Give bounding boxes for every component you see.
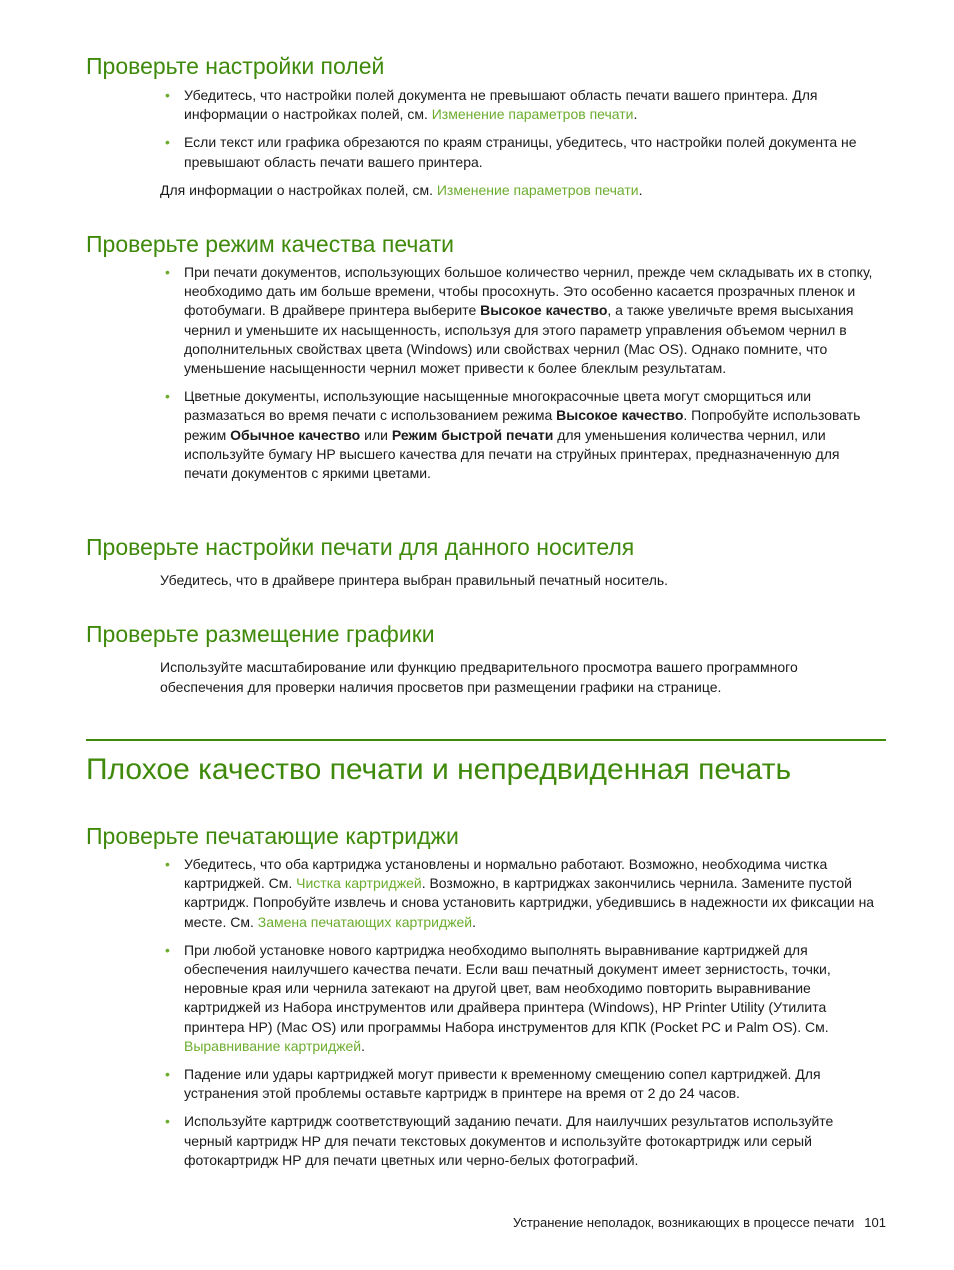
heading-graphics-placement: Проверьте размещение графики: [86, 621, 435, 647]
heading-print-quality: Проверьте режим качества печати: [86, 231, 454, 257]
list-item: • При любой установке нового картриджа необходимо выполнять выравнивание картриджей для обеспечения наилучшего качества печати. Если ваш печатный документ имеет зернистость, точки, неровные края или чернила затекают на другой цвет, вам необходимо повторить выравнивание картриджей из Набора инструментов или драйвера принтера (Windows), HP Printer Utility (Утилита принтера HP) (Mac OS) или программы Набора инструментов для КПК (Pocket PC и Palm OS). См. Выравнивание картриджей.: [160, 941, 884, 1056]
list-item: • Убедитесь, что оба картриджа установлены и нормально работают. Возможно, необходима чистка картриджей. См. Чистка картриджей. Возможно, в картриджах закончились чернила. Замените пустой картридж. Попробуйте извлечь и снова установить картриджи, убедившись в надежности их фиксации на месте. См. Замена печатающих картриджей.: [160, 855, 884, 932]
quality-bullet-list: [160, 263, 884, 492]
chapter-title: Плохое качество печати и непредвиденная печать: [86, 753, 792, 786]
footer-section-title: Устранение неполадок, возникающих в процессе печати: [512, 1215, 855, 1230]
heading-cartridges: Проверьте печатающие картриджи: [86, 823, 459, 849]
margins-bullet-list: [160, 86, 884, 181]
page-number: 101: [864, 1215, 886, 1230]
list-item: • Падение или удары картриджей могут привести к временному смещению сопел картриджей. Для устранения этой проблемы оставьте картридж в принтере на время от 2 до 24 часов.: [160, 1065, 884, 1103]
list-item: • Убедитесь, что настройки полей документа не превышают область печати вашего принтера. Для информации о настройках полей, см. Изменение параметров печати.: [160, 86, 884, 124]
list-item: • Если текст или графика обрезаются по краям страницы, убедитесь, что настройки полей документа не превышают область печати вашего принтера.: [160, 133, 884, 171]
section-divider: [86, 739, 886, 741]
link-change-print-settings[interactable]: Изменение параметров печати: [436, 182, 639, 198]
list-item: • При печати документов, использующих большое количество чернил, прежде чем складывать их в стопку, необходимо дать им больше времени, чтобы просохнуть. Это особенно касается прозрачных пленок и фотобумаги. В драйвере принтера выберите Высокое качество, а также увеличьте время высыхания чернил и уменьшите их насыщенность, используя для этого параметр управления объемом чернил в дополнительных свойствах цвета (Windows) или свойствах чернил (Mac OS). Однако помните, что уменьшение насыщенности чернил может привести к более блеклым результатам.: [160, 263, 884, 378]
list-item: • Цветные документы, использующие насыщенные многокрасочные цвета могут сморщиться или размазаться во время печати с использованием режима Высокое качество. Попробуйте использовать режим Обычное качество или Режим быстрой печати для уменьшения количества чернил, или используйте бумагу HP высшего качества для печати на струйных принтерах, предназначенную для печати документов с яркими цветами.: [160, 387, 884, 483]
page-footer: [513, 1214, 886, 1232]
graphics-paragraph: Используйте масштабирование или функцию предварительного просмотра вашего программного обеспечения для проверки наличия просветов при размещении графики на странице.: [160, 659, 798, 695]
link-align-cartridges[interactable]: Выравнивание картриджей: [184, 1037, 362, 1054]
list-item: • Используйте картридж соответствующий заданию печати. Для наилучших результатов используйте черный картридж HP для печати текстовых документов и используйте фотокартридж или серый фотокартридж HP для печати цветных или черно-белых фотографий.: [160, 1112, 884, 1170]
heading-media-settings: Проверьте настройки печати для данного носителя: [86, 534, 635, 560]
margins-paragraph: Для информации о настройках полей, см. Изменение параметров печати.: [160, 182, 643, 198]
link-replace-cartridges[interactable]: Замена печатающих картриджей: [257, 913, 473, 930]
media-paragraph: Убедитесь, что в драйвере принтера выбран правильный печатный носитель.: [160, 572, 669, 588]
heading-margins: Проверьте настройки полей: [86, 53, 385, 79]
link-change-print-settings[interactable]: Изменение параметров печати: [431, 106, 634, 123]
link-clean-cartridges[interactable]: Чистка картриджей: [296, 875, 422, 892]
cartridges-bullet-list: [160, 855, 884, 1179]
